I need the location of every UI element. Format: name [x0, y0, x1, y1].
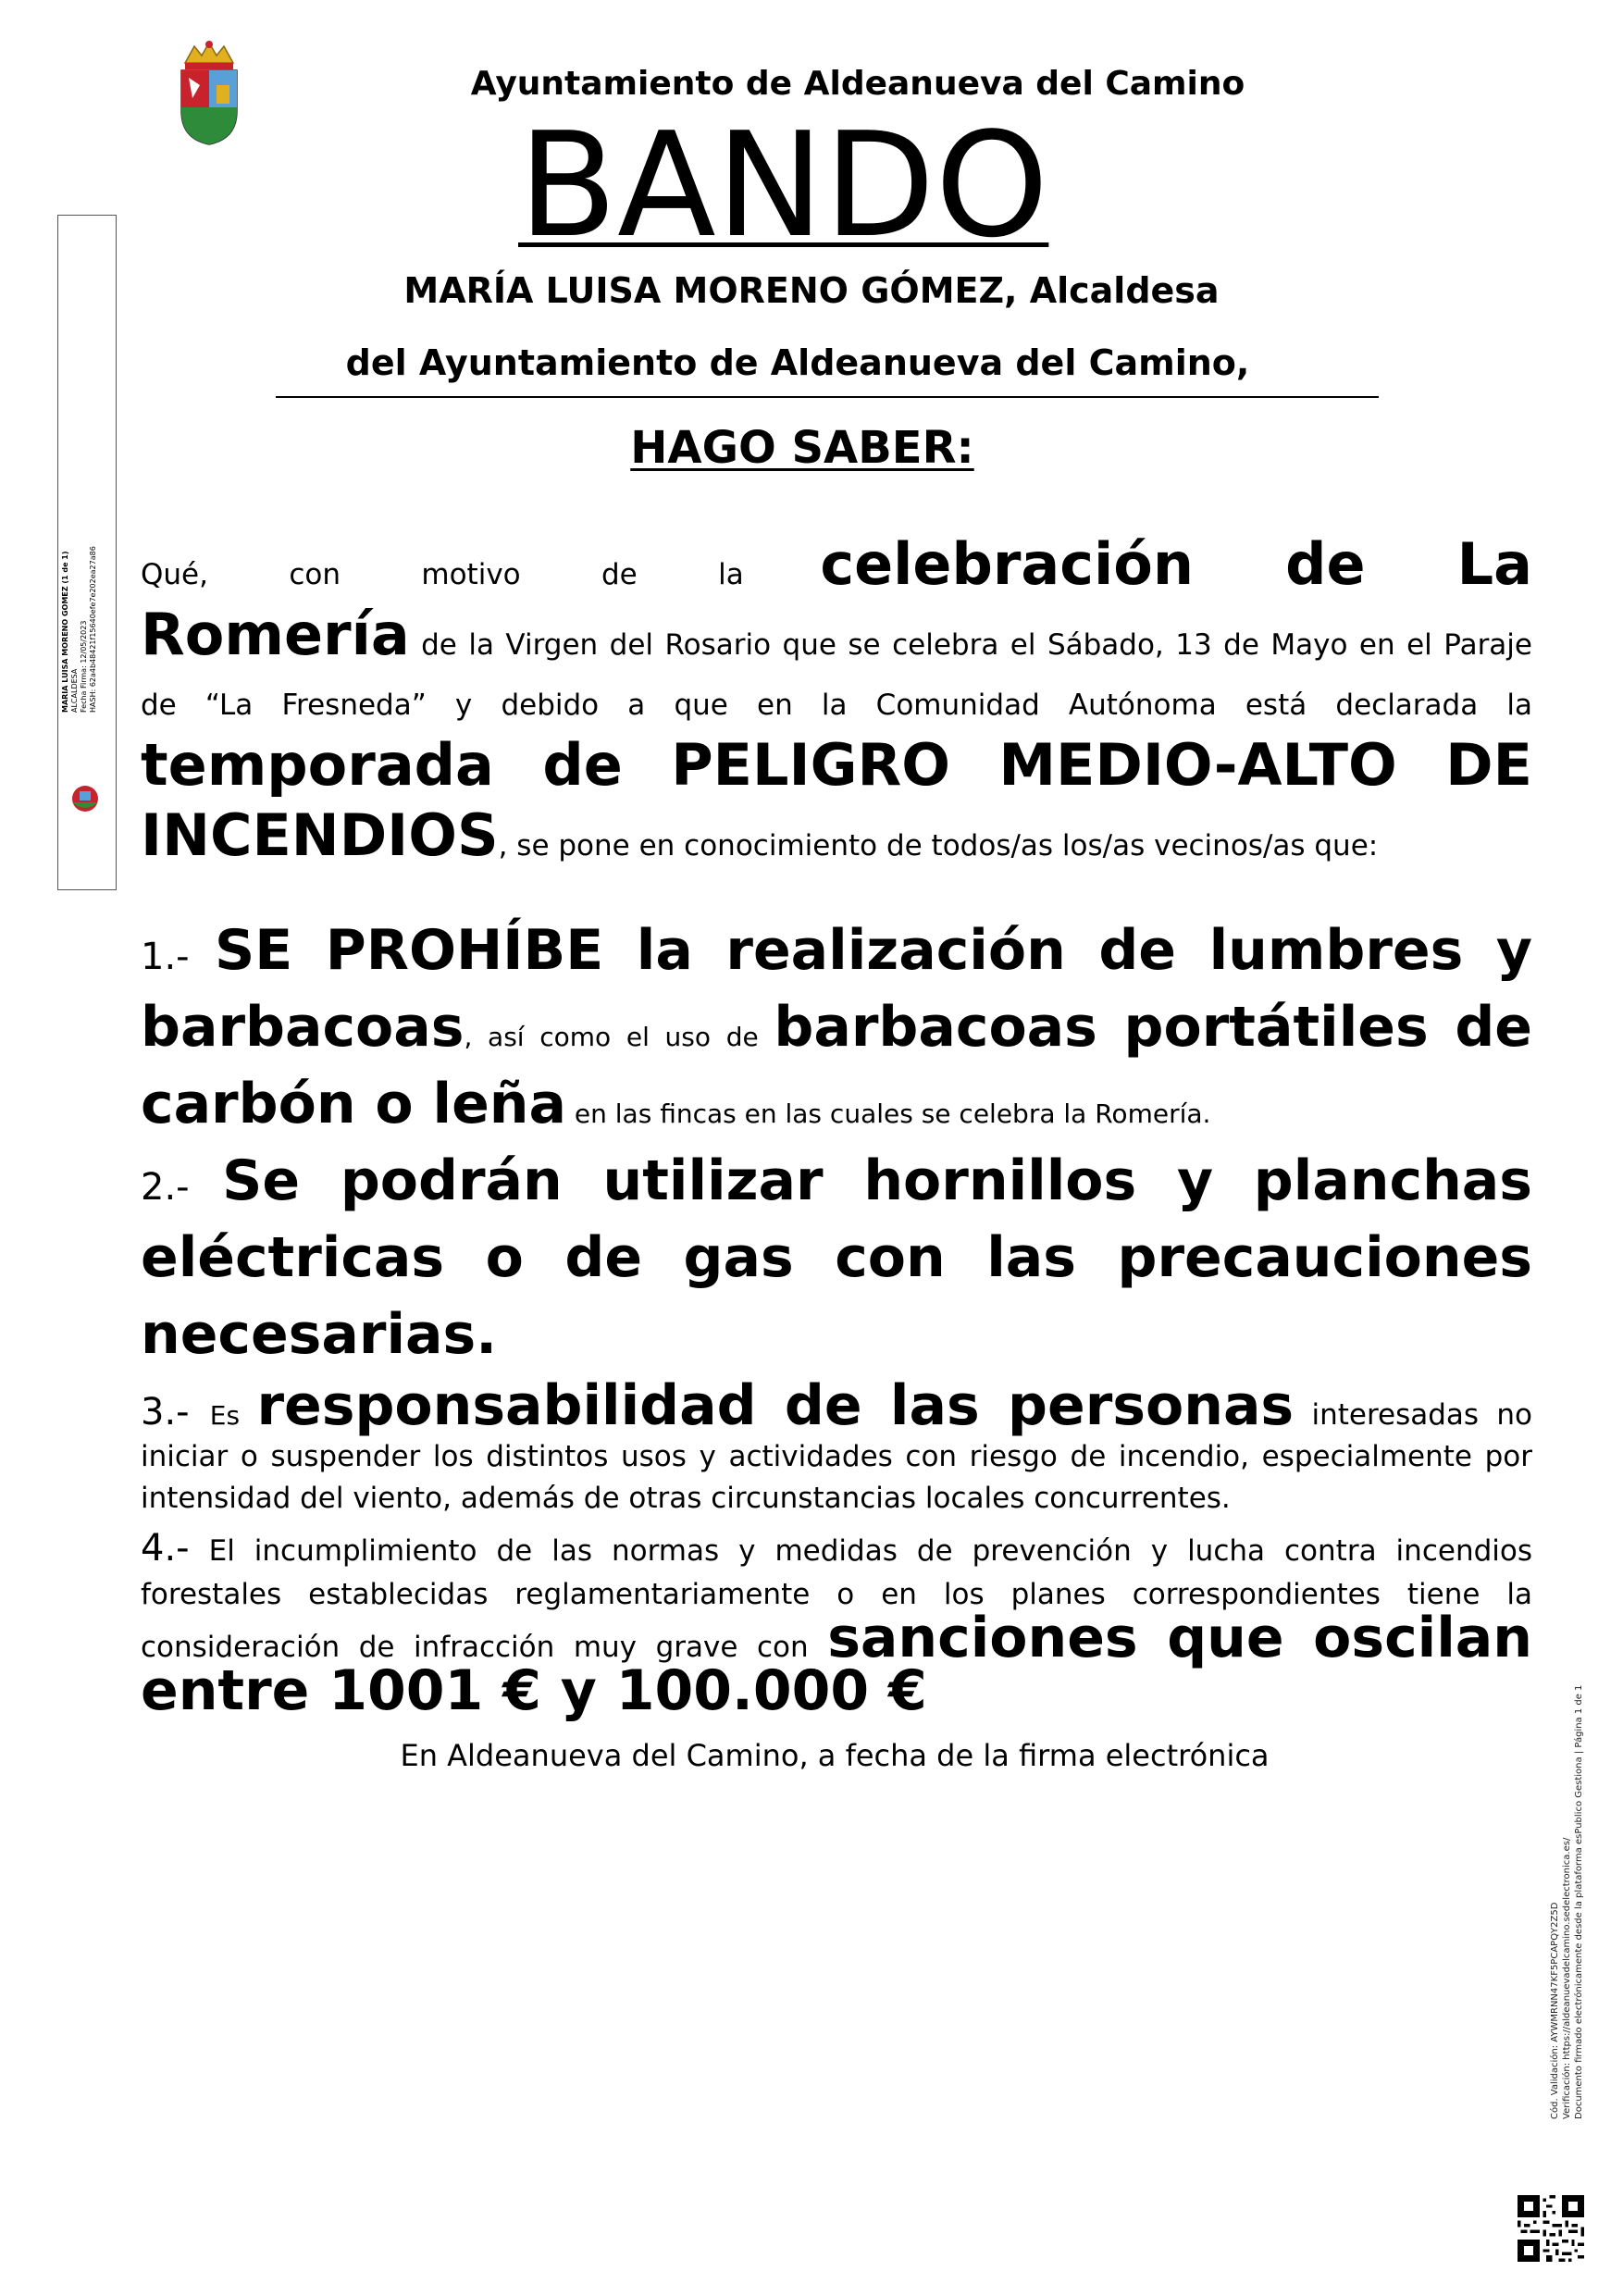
- intro-romeria: Romería: [141, 601, 410, 668]
- signature-hash: HASH: 62a4b48421f15640efe7e202ea27a86: [89, 546, 97, 713]
- item-3: [141, 1373, 1533, 1521]
- organization-name: Ayuntamiento de Aldeanueva del Camino: [470, 65, 1245, 103]
- item-4-sanctions: sanciones que oscilan entre 1001 € y 100.000 €: [141, 1606, 1532, 1723]
- mayor-name: MARÍA LUISA MORENO GÓMEZ, Alcaldesa: [403, 270, 1220, 311]
- item-3-text: interesadas no iniciar o suspender los distintos usos y actividades con riesgo de incendio, especialmente por intensidad del viento, además de otras circunstancias locales concurrentes.: [141, 1398, 1533, 1515]
- intro-highlight: celebración de La: [820, 530, 1532, 598]
- item-1-portable: barbacoas portátiles de carbón o leña: [141, 995, 1532, 1136]
- item-1-location: en las fincas en las cuales se celebra la Romería.: [566, 1098, 1211, 1129]
- mayor-affiliation: del Ayuntamiento de Aldeanueva del Camino,: [345, 342, 1250, 383]
- signature-details: [61, 527, 98, 713]
- item-3-highlight: responsabilidad de las personas: [256, 1373, 1295, 1438]
- item-1: [141, 919, 1532, 1149]
- verification-info: [1549, 1684, 1585, 2119]
- item-3-es: Es: [209, 1400, 257, 1431]
- intro-paragraph: [141, 530, 1532, 878]
- item-1-prohibition: SE PROHÍBE la realización de lumbres y barbacoas: [141, 918, 1532, 1060]
- item-3-number: 3.-: [141, 1391, 210, 1433]
- item-2-number: 2.-: [141, 1166, 223, 1209]
- item-4-number: 4.-: [141, 1527, 190, 1570]
- closing-line: En Aldeanueva del Camino, a fecha de la firma electrónica: [400, 1738, 1270, 1773]
- item-1-number: 1.-: [141, 936, 215, 978]
- intro-first-line: [141, 530, 1532, 607]
- signature-seal-icon: [65, 782, 105, 815]
- item-1-connector: , así como el uso de: [464, 1022, 774, 1052]
- signature-date: Fecha Firma: 12/05/2023: [80, 620, 88, 713]
- page-title: BANDO: [518, 101, 1049, 269]
- item-2-text: Se podrán utilizar hornillos y planchas eléctricas o de gas con las precauciones necesarias.: [141, 1148, 1532, 1367]
- header-divider: [276, 396, 1379, 398]
- intro-details: de la Virgen del Rosario que se celebra el Sábado, 13 de Mayo en el Paraje de “La Fresneda” y debido a que en la Comunidad Autónoma está declarada la: [141, 628, 1532, 722]
- verification-url[interactable]: Verificación: https://aldeanuevadelcamino.sedelectronica.es/: [1562, 1837, 1572, 2119]
- verification-platform: Documento firmado electrónicamente desde la plataforma esPublico Gestiona | Página 1 de 1: [1574, 1684, 1584, 2119]
- announcement-heading: HAGO SABER:: [630, 422, 974, 474]
- item-4: [141, 1529, 1532, 1724]
- announcement-body: [141, 530, 1533, 1724]
- intro-danger: temporada de PELIGRO MEDIO-ALTO DE INCENDIOS: [141, 731, 1532, 869]
- intro-lead: Qué, con motivo de la: [141, 558, 744, 591]
- verification-code: Cód. Validación: AYWMRNN47KF5PCAPQY2Z5D: [1550, 1902, 1560, 2119]
- item-4-text: El incumplimiento de las normas y medidas de prevención y lucha contra incendios forestales establecidas reglamentariamente o en los planes correspondientes tiene la consideración de infracción muy grave con: [141, 1534, 1532, 1664]
- signature-role: ALCALDESA: [70, 668, 79, 713]
- signature-signer: MARIA LUISA MORENO GOMEZ (1 de 1): [61, 551, 69, 713]
- intro-notice: , se pone en conocimiento de todos/as los/as vecinos/as que:: [498, 829, 1379, 863]
- qr-code-icon[interactable]: [1518, 2195, 1584, 2262]
- item-2: [141, 1149, 1532, 1380]
